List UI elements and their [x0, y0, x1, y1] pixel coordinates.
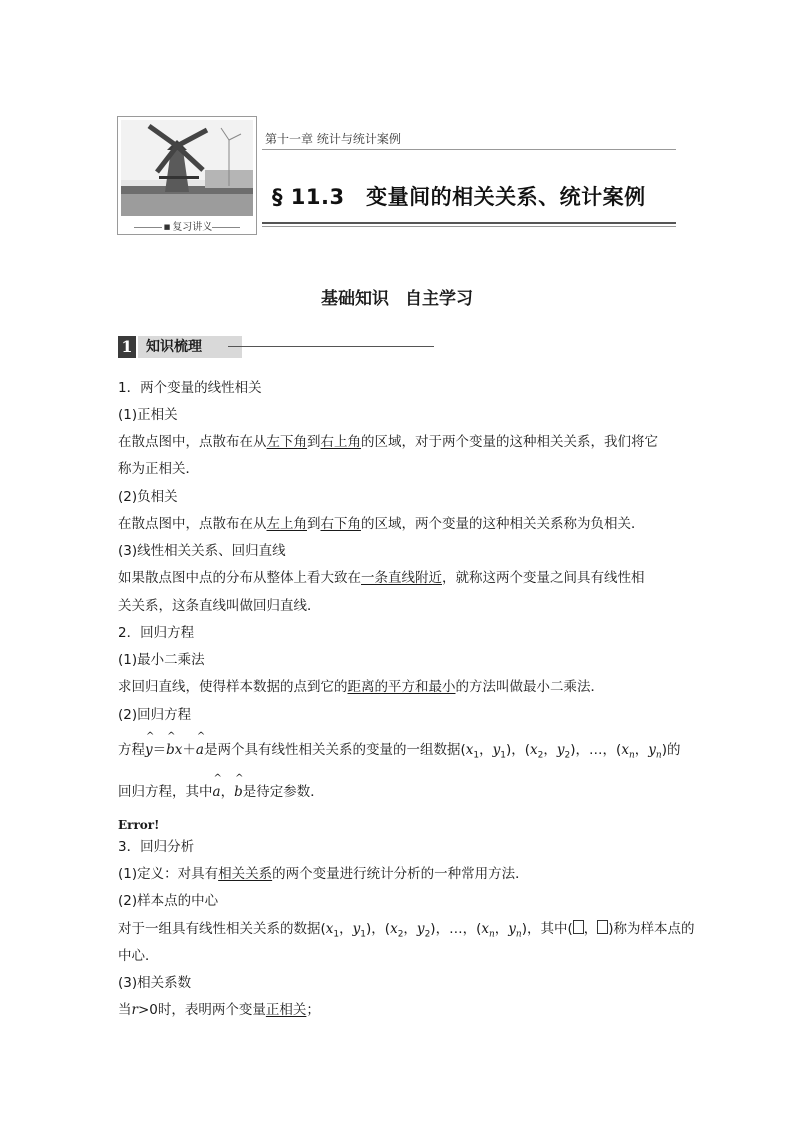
paragraph: 求回归直线，使得样本数据的点到它的距离的平方和最小的方法叫做最小二乘法． [118, 679, 604, 695]
subsection-least-squares: (1)最小二乘法 [118, 652, 205, 668]
part-heading: 基础知识 自主学习 [321, 289, 473, 309]
paragraph: 关关系，这条直线叫做回归直线． [118, 598, 321, 614]
paragraph: 回归方程，其中^ a，^ b是待定参数． [118, 783, 324, 801]
subsection-regression-equation: (2)回归方程 [118, 707, 192, 723]
chapter-rule [262, 149, 676, 150]
paragraph: 对于一组具有线性相关关系的数据($x_1$，$y_1$)，($x_2$，$y_2$)，…，($x_n$，$y_n$)，其中( ， )称为样本点的 [118, 921, 695, 940]
section-title: § 11.3 变量间的相关关系、统计案例 [272, 185, 646, 209]
section-3-title: 3．回归分析 [118, 839, 195, 855]
subsection-negative: (2)负相关 [118, 489, 178, 505]
paragraph: 在散点图中，点散布在从左上角到右下角的区域，两个变量的这种相关关系称为负相关． [118, 516, 645, 532]
section-rule [262, 222, 676, 224]
regression-equation-line: 方程^ y＝^ bx＋^ a是两个具有线性相关关系的变量的一组数据($x_1$，$y_1$)，($x_2$，$y_2$)，…，($x_n$，$y_n$)的 [118, 741, 680, 765]
subsection-positive: (1)正相关 [118, 407, 178, 423]
paragraph: 在散点图中，点散布在从左下角到右上角的区域，对于两个变量的这种相关关系，我们将它 [118, 434, 658, 450]
chapter-title: 第十一章 统计与统计案例 [265, 132, 401, 146]
paragraph: 称为正相关． [118, 461, 199, 477]
subsection-linear: (3)线性相关关系、回归直线 [118, 543, 286, 559]
review-notes-label: ■ 复习讲义 [118, 218, 256, 233]
section-rule-thin [262, 226, 676, 227]
subsection-sample-center: (2)样本点的中心 [118, 893, 219, 909]
paragraph: 如果散点图中点的分布从整体上看大致在一条直线附近，就称这两个变量之间具有线性相 [118, 570, 645, 586]
error-marker: Error! [118, 818, 160, 832]
section-1-title: 1．两个变量的线性相关 [118, 380, 262, 396]
section-2-title: 2．回归方程 [118, 625, 195, 641]
windmill-illustration [121, 120, 253, 216]
chapter-image-frame [117, 116, 257, 235]
subsection-correlation: (3)相关系数 [118, 975, 192, 991]
paragraph: (1)定义：对具有相关关系的两个变量进行统计分析的一种常用方法． [118, 866, 529, 882]
paragraph: 中心． [118, 948, 159, 964]
knowledge-block-rule [228, 346, 434, 347]
paragraph: 当r>0时，表明两个变量正相关； [118, 1002, 320, 1018]
